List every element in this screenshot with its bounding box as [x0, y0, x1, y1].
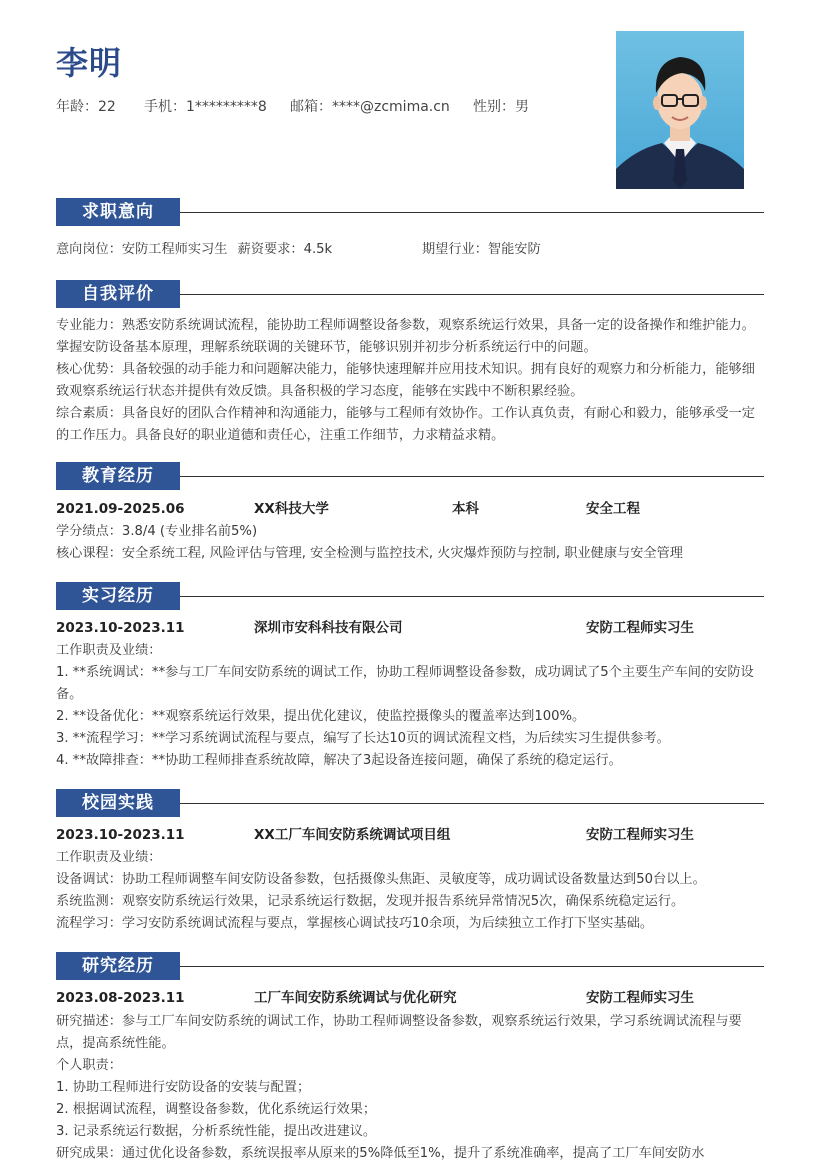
candidate-name: 李明: [56, 44, 123, 82]
campus-date: 2023.10-2023.11: [56, 827, 185, 843]
internship-date: 2023.10-2023.11: [56, 620, 185, 636]
phone-text: 手机：1*********8: [144, 99, 267, 115]
campus-details: [56, 847, 766, 935]
research-details: [56, 1011, 766, 1165]
section-research-heading: [56, 952, 764, 980]
campus-role: 安防工程师实习生: [586, 827, 694, 843]
internship-line: 3. **流程学习：**学习系统调试流程与要点，编写了长达10页的调试流程文档，为后续实习生提供参考。: [56, 731, 670, 746]
education-school: XX科技大学: [254, 501, 329, 517]
section-research-title: 研究经历: [56, 952, 180, 980]
section-education-title: 教育经历: [56, 462, 180, 490]
self-eval-paragraph: 综合素质：具备良好的团队合作精神和沟通能力，能够与工程师有效协作。工作认真负责，有耐心和毅力，能够承受一定的工作压力。具备良好的职业道德和责任心，注重工作细节，力求精益求精。: [56, 406, 755, 443]
research-line: 3. 记录系统运行数据，分析系统性能，提出改进建议。: [56, 1124, 377, 1139]
campus-line: 系统监测：观察安防系统运行效果，记录系统运行数据，发现并报告系统异常情况5次，确保系统稳定运行。: [56, 894, 685, 909]
campus-project: XX工厂车间安防系统调试项目组: [254, 827, 451, 843]
research-date: 2023.08-2023.11: [56, 990, 185, 1006]
gender-text: 性别：男: [473, 99, 529, 115]
research-line: 1. 协助工程师进行安防设备的安装与配置；: [56, 1080, 311, 1095]
campus-row: [56, 824, 766, 846]
research-line: 个人职责：: [56, 1058, 122, 1073]
age-text: 年龄：22: [56, 99, 116, 115]
research-line: 2. 根据调试流程，调整设备参数，优化系统运行效果；: [56, 1102, 377, 1117]
divider: [180, 803, 764, 804]
section-internship-heading: [56, 582, 764, 610]
research-line: 研究成果：通过优化设备参数，系统误报率从原来的5%降低至1%，提升了系统准确率，提高了工厂车间安防水: [56, 1146, 705, 1161]
education-gpa: 学分绩点：3.8/4 (专业排名前5%): [56, 524, 258, 539]
section-education-heading: [56, 462, 764, 490]
research-description: 研究描述：参与工厂车间安防系统的调试工作，协助工程师调整设备参数，观察系统运行效果，学习系统调试流程与要点，提高系统性能。: [56, 1014, 742, 1051]
internship-row: [56, 617, 766, 639]
internship-company: 深圳市安科科技有限公司: [254, 620, 403, 636]
internship-line: 1. **系统调试：**参与工厂车间安防系统的调试工作，协助工程师调整设备参数，成功调试了5个主要生产车间的安防设备。: [56, 665, 754, 702]
intent-position: 意向岗位：安防工程师实习生: [56, 242, 228, 257]
education-degree: 本科: [452, 501, 479, 517]
divider: [180, 966, 764, 967]
divider: [180, 212, 764, 213]
intent-salary: 薪资要求：4.5k: [237, 242, 333, 257]
intent-row: [56, 239, 766, 261]
section-self-heading: [56, 280, 764, 308]
section-self-title: 自我评价: [56, 280, 180, 308]
divider: [180, 596, 764, 597]
internship-line: 工作职责及业绩：: [56, 643, 162, 658]
internship-details: [56, 640, 766, 772]
email-text: 邮箱：****@zcmima.cn: [290, 99, 450, 115]
divider: [180, 476, 764, 477]
research-role: 安防工程师实习生: [586, 990, 694, 1006]
education-row: [56, 498, 766, 520]
campus-line: 设备调试：协助工程师调整车间安防设备参数，包括摄像头焦距、灵敏度等，成功调试设备数量达到50台以上。: [56, 872, 706, 887]
campus-line: 工作职责及业绩：: [56, 850, 162, 865]
intent-industry: 期望行业：智能安防: [422, 242, 541, 257]
internship-line: 2. **设备优化：**观察系统运行效果，提出优化建议，使监控摄像头的覆盖率达到100%。: [56, 709, 586, 724]
profile-photo: [616, 31, 744, 189]
section-campus-heading: [56, 789, 764, 817]
section-campus-title: 校园实践: [56, 789, 180, 817]
research-project: 工厂车间安防系统调试与优化研究: [254, 990, 457, 1006]
divider: [180, 294, 764, 295]
education-date: 2021.09-2025.06: [56, 501, 185, 517]
self-eval-paragraph: 专业能力：熟悉安防系统调试流程，能协助工程师调整设备参数，观察系统运行效果，具备一定的设备操作和维护能力。掌握安防设备基本原理，理解系统联调的关键环节，能够识别并初步分析系统运行中的问题。: [56, 318, 755, 355]
education-major: 安全工程: [586, 501, 640, 517]
self-eval-list: [56, 315, 766, 447]
research-row: [56, 987, 766, 1009]
section-intent-title: 求职意向: [56, 198, 180, 226]
internship-line: 4. **故障排查：**协助工程师排查系统故障，解决了3起设备连接问题，确保了系统的稳定运行。: [56, 753, 622, 768]
section-intent-heading: [56, 198, 764, 226]
internship-role: 安防工程师实习生: [586, 620, 694, 636]
education-courses: 核心课程：安全系统工程, 风险评估与管理, 安全检测与监控技术, 火灾爆炸预防与控制, 职业健康与安全管理: [56, 546, 683, 561]
self-eval-paragraph: 核心优势：具备较强的动手能力和问题解决能力，能够快速理解并应用技术知识。拥有良好的观察力和分析能力，能够细致观察系统运行状态并提供有效反馈。具备积极的学习态度，能够在实践中不断积累经验。: [56, 362, 755, 399]
section-internship-title: 实习经历: [56, 582, 180, 610]
campus-line: 流程学习：学习安防系统调试流程与要点，掌握核心调试技巧10余项，为后续独立工作打下坚实基础。: [56, 916, 654, 931]
